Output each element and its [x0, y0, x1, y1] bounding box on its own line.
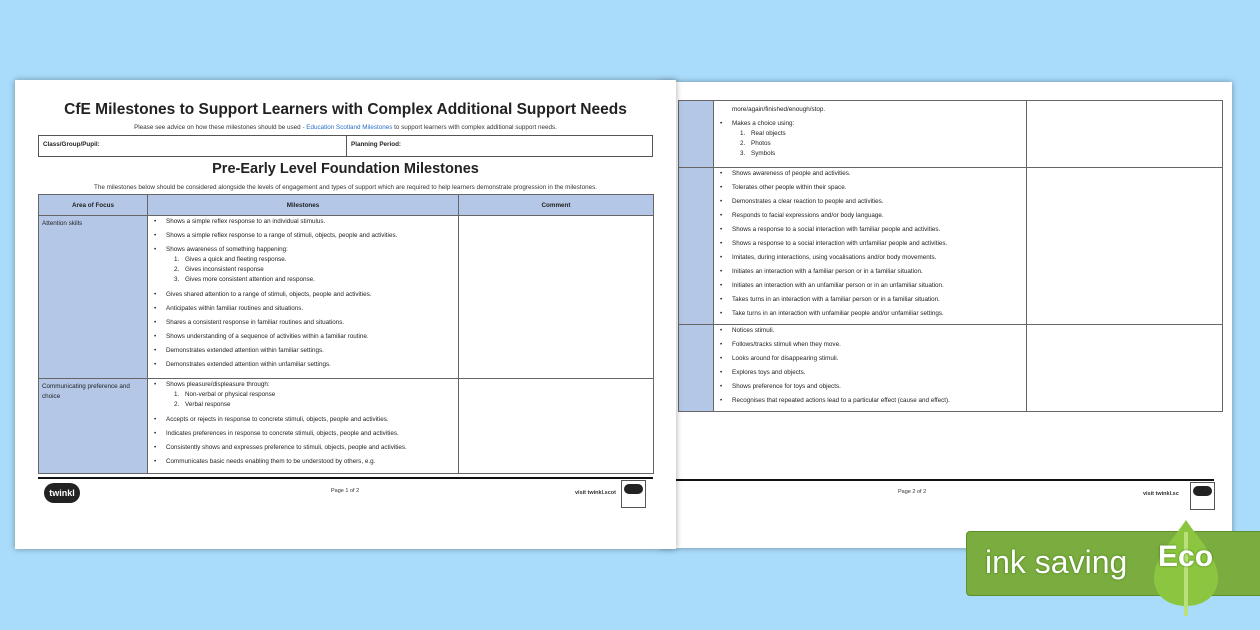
- table-row: Communicating preference and choice • Shows pleasure/displeasure through: 1. Non-verbal or physical response 2. Verbal response • Accepts or rejects in response to concrete stimuli, objects, people and activities. • Indicates preferences in response to concrete stimuli, objects, people and activities. • Consistently shows and expresses preference to stimuli, objects, people and activities. • Communicates basic needs enabling them to be understood by others, e.g.: [39, 379, 654, 474]
- milestone-item: • Initiates an interaction with an unfamiliar person or in an unfamiliar situation.: [718, 282, 1026, 290]
- page-1-preview: [15, 80, 676, 549]
- milestones-table-page2: [678, 100, 1223, 412]
- class-planning-box: [38, 135, 653, 157]
- twinkl-logo: twinkl: [44, 483, 80, 503]
- milestone-item: • Recognises that repeated actions lead to a particular effect (cause and effect).: [718, 397, 1026, 405]
- milestone-item: • Demonstrates extended attention within unfamiliar settings.: [152, 361, 458, 369]
- milestone-item: • Shows understanding of a sequence of activities within a familiar routine.: [152, 333, 458, 341]
- comment-cell: [1027, 168, 1223, 325]
- milestone-item: • Anticipates within familiar routines and situations.: [152, 305, 458, 313]
- milestone-item: • Imitates, during interactions, using vocalisations and/or body movements.: [718, 254, 1026, 262]
- milestone-item: • Indicates preferences in response to concrete stimuli, objects, people and activities.: [152, 430, 458, 438]
- milestone-item: • Tolerates other people within their space.: [718, 184, 1026, 192]
- milestone-item: • Take turns in an interaction with unfamiliar people and/or unfamiliar settings.: [718, 310, 1026, 318]
- milestone-item: • Takes turns in an interaction with a familiar person or in a familiar situation.: [718, 296, 1026, 304]
- badge-icon: [1190, 482, 1215, 510]
- milestone-item: • Shows a response to a social interaction with unfamiliar people and activities.: [718, 240, 1026, 248]
- milestones-table: [38, 194, 654, 474]
- education-scotland-link[interactable]: - Education Scotland Milestones: [302, 124, 393, 131]
- document-title: CfE Milestones to Support Learners with Complex Additional Support Needs: [64, 101, 627, 118]
- milestone-item: • Shows awareness of people and activities.: [718, 170, 1026, 178]
- milestone-item: • Consistently shows and expresses preference to stimuli, objects, people and activities.: [152, 444, 458, 452]
- visit-link: visit twinkl.scot: [575, 490, 616, 496]
- milestone-item: • Communicates basic needs enabling them to be understood by others, e.g.: [152, 458, 458, 466]
- milestone-item: • Shows pleasure/displeasure through: 1. Non-verbal or physical response 2. Verbal response: [152, 381, 458, 410]
- milestone-item: • Shows a simple reflex response to a range of stimuli, objects, people and activities.: [152, 232, 458, 240]
- comment-cell: [1027, 325, 1223, 412]
- milestone-item: • Shows a simple reflex response to an individual stimulus.: [152, 218, 458, 226]
- milestone-item: • Explores toys and objects.: [718, 369, 1026, 377]
- milestone-item: • Shows preference for toys and objects.: [718, 383, 1026, 391]
- comment-cell: [459, 216, 654, 379]
- milestone-item: • Shares a consistent response in familiar routines and situations.: [152, 319, 458, 327]
- page-number: Page 1 of 2: [331, 488, 360, 494]
- milestone-item: • Shows awareness of something happening: 1. Gives a quick and fleeting response. 2. Gives inconsistent response 3. Gives more consistent attention and response.: [152, 246, 458, 285]
- ink-saving-label: ink saving: [985, 544, 1128, 580]
- comment-cell: [459, 379, 654, 474]
- comment-cell: [1027, 101, 1223, 168]
- milestone-item: • Initiates an interaction with a familiar person or in a familiar situation.: [718, 268, 1026, 276]
- advice-text: Please see advice on how these milestones should be used - Education Scotland Milestones to support learners with complex additional support needs.: [134, 124, 557, 131]
- footer-divider: [38, 477, 653, 479]
- milestone-item: • Demonstrates a clear reaction to people and activities.: [718, 198, 1026, 206]
- class-group-pupil-field[interactable]: Class/Group/Pupil:: [39, 136, 347, 156]
- table-row: [679, 325, 1223, 412]
- milestone-item: • Shows a response to a social interaction with familiar people and activities.: [718, 226, 1026, 234]
- table-row: more/again/finished/enough/stop. • Makes a choice using: 1. Real objects 2. Photos 3. Symbols: [679, 101, 1223, 168]
- milestone-item: • Looks around for disappearing stimuli.: [718, 355, 1026, 363]
- planning-period-field[interactable]: Planning Period:: [351, 141, 402, 148]
- badge-icon: [621, 480, 646, 508]
- milestones-note: The milestones below should be considered alongside the levels of engagement and types of support which are required to help learners demonstrate progression in the milestones.: [93, 184, 597, 191]
- footer-divider: [676, 479, 1214, 481]
- milestone-item: • Demonstrates extended attention within familiar settings.: [152, 347, 458, 355]
- table-row: Attention skills • Shows a simple reflex response to an individual stimulus. • Shows a simple reflex response to a range of stimuli, objects, people and activities. • Shows awareness of something happening: 1. Gives a quick and fleeting response. 2. Gives inconsistent response 3. Gives more consistent attention and response. • Gives shared attention to a range of stimuli, objects, people and activities. • Anticipates within familiar routines and situations. • Shares a consistent response in familiar routines and situations. • Shows understanding of a sequence of activities within a familiar routine. • Demonstrates extended attention within familiar settings. • Demonstrates extended attention within unfamiliar settings.: [39, 216, 654, 379]
- milestone-item: • Responds to facial expressions and/or body language.: [718, 212, 1026, 220]
- table-header: Area of Focus Milestones Comment: [39, 195, 654, 216]
- milestone-item: • Notices stimuli.: [718, 327, 1026, 335]
- milestone-item: • Follows/tracks stimuli when they move.: [718, 341, 1026, 349]
- page-number: Page 2 of 2: [898, 489, 927, 495]
- visit-link: visit twinkl.sc: [1143, 491, 1179, 497]
- milestone-item: • Gives shared attention to a range of stimuli, objects, people and activities.: [152, 291, 458, 299]
- page-2-preview: [660, 82, 1232, 548]
- section-heading: Pre-Early Level Foundation Milestones: [212, 161, 479, 177]
- milestone-item: • Accepts or rejects in response to concrete stimuli, objects, people and activities.: [152, 416, 458, 424]
- eco-label: Eco: [1158, 540, 1214, 573]
- table-row: [679, 168, 1223, 325]
